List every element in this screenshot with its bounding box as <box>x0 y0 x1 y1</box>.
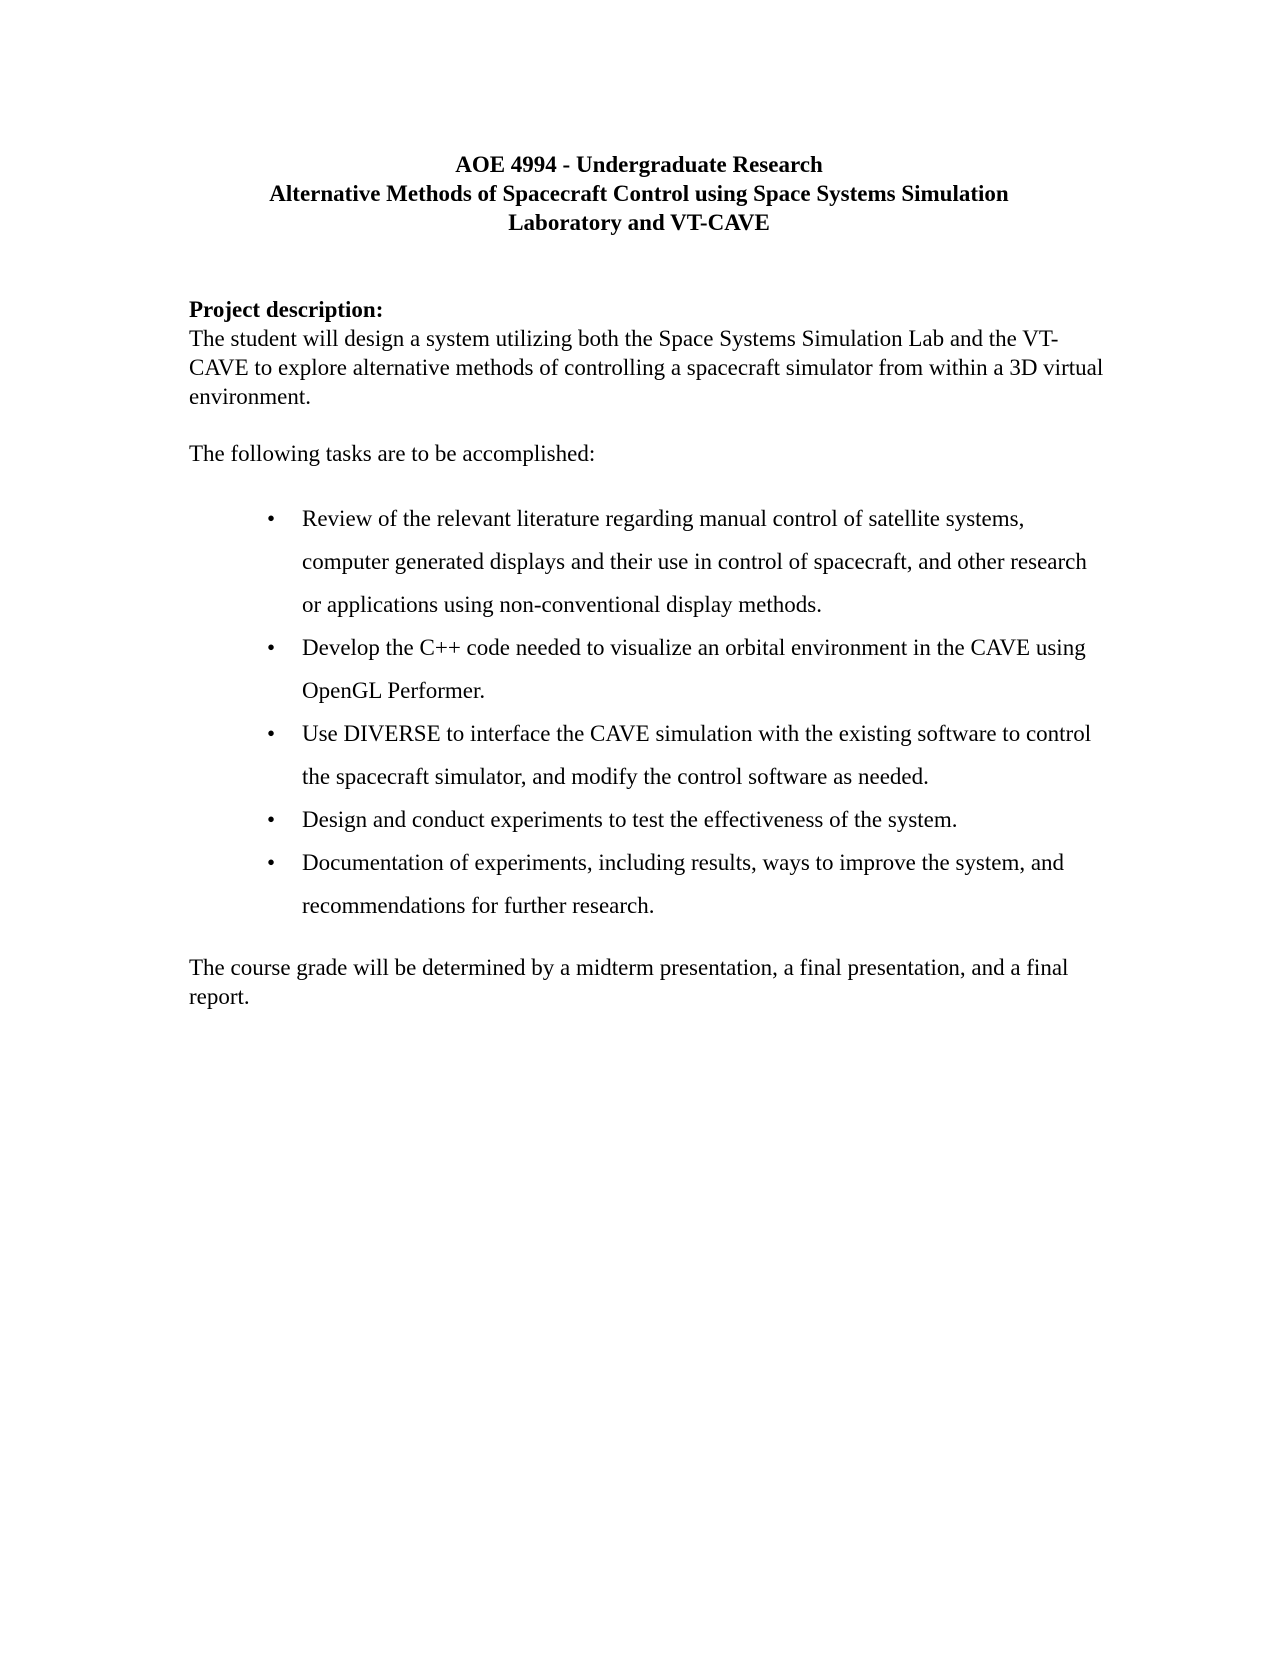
task-item-literature-review <box>189 497 1102 626</box>
task-item-interface-diverse <box>189 712 1102 798</box>
tasks-intro: The following tasks are to be accomplished: <box>189 441 596 466</box>
task-text: Documentation of experiments, including results, ways to improve the system, and recommendations for further research. <box>302 850 1065 918</box>
task-item-documentation <box>189 841 1102 927</box>
task-list <box>189 497 1109 927</box>
project-description-heading: Project description: <box>189 297 384 322</box>
project-title-line-2: Laboratory and VT-CAVE <box>508 210 770 235</box>
task-item-experiments <box>189 798 1102 841</box>
task-text: Develop the C++ code needed to visualize an orbital environment in the CAVE using OpenGL Performer. <box>302 635 1086 703</box>
bullet-icon: • <box>266 850 276 875</box>
document-body <box>189 295 1109 1011</box>
task-item-develop-code <box>189 626 1102 712</box>
bullet-icon: • <box>266 721 276 746</box>
task-text: Use DIVERSE to interface the CAVE simulation with the existing software to control the spacecraft simulator, and modify the control software as needed. <box>302 721 1092 789</box>
project-description-text: The student will design a system utilizing both the Space Systems Simulation Lab and the VT-CAVE to explore alternative methods of controlling a spacecraft simulator from within a 3D virtual environment. <box>189 326 1104 409</box>
bullet-icon: • <box>266 635 276 660</box>
course-title: AOE 4994 - Undergraduate Research <box>455 152 823 177</box>
task-text: Review of the relevant literature regarding manual control of satellite systems, computer generated displays and their use in control of spacecraft, and other research or applications using non-conventional display methods. <box>302 506 1087 617</box>
project-title-line-1: Alternative Methods of Spacecraft Control using Space Systems Simulation <box>269 181 1009 206</box>
grading-statement: The course grade will be determined by a midterm presentation, a final presentation, and a final report. <box>189 955 1069 1009</box>
bullet-icon: • <box>266 807 276 832</box>
document-title <box>189 150 1089 237</box>
task-text: Design and conduct experiments to test the effectiveness of the system. <box>302 807 958 832</box>
bullet-icon: • <box>266 506 276 531</box>
